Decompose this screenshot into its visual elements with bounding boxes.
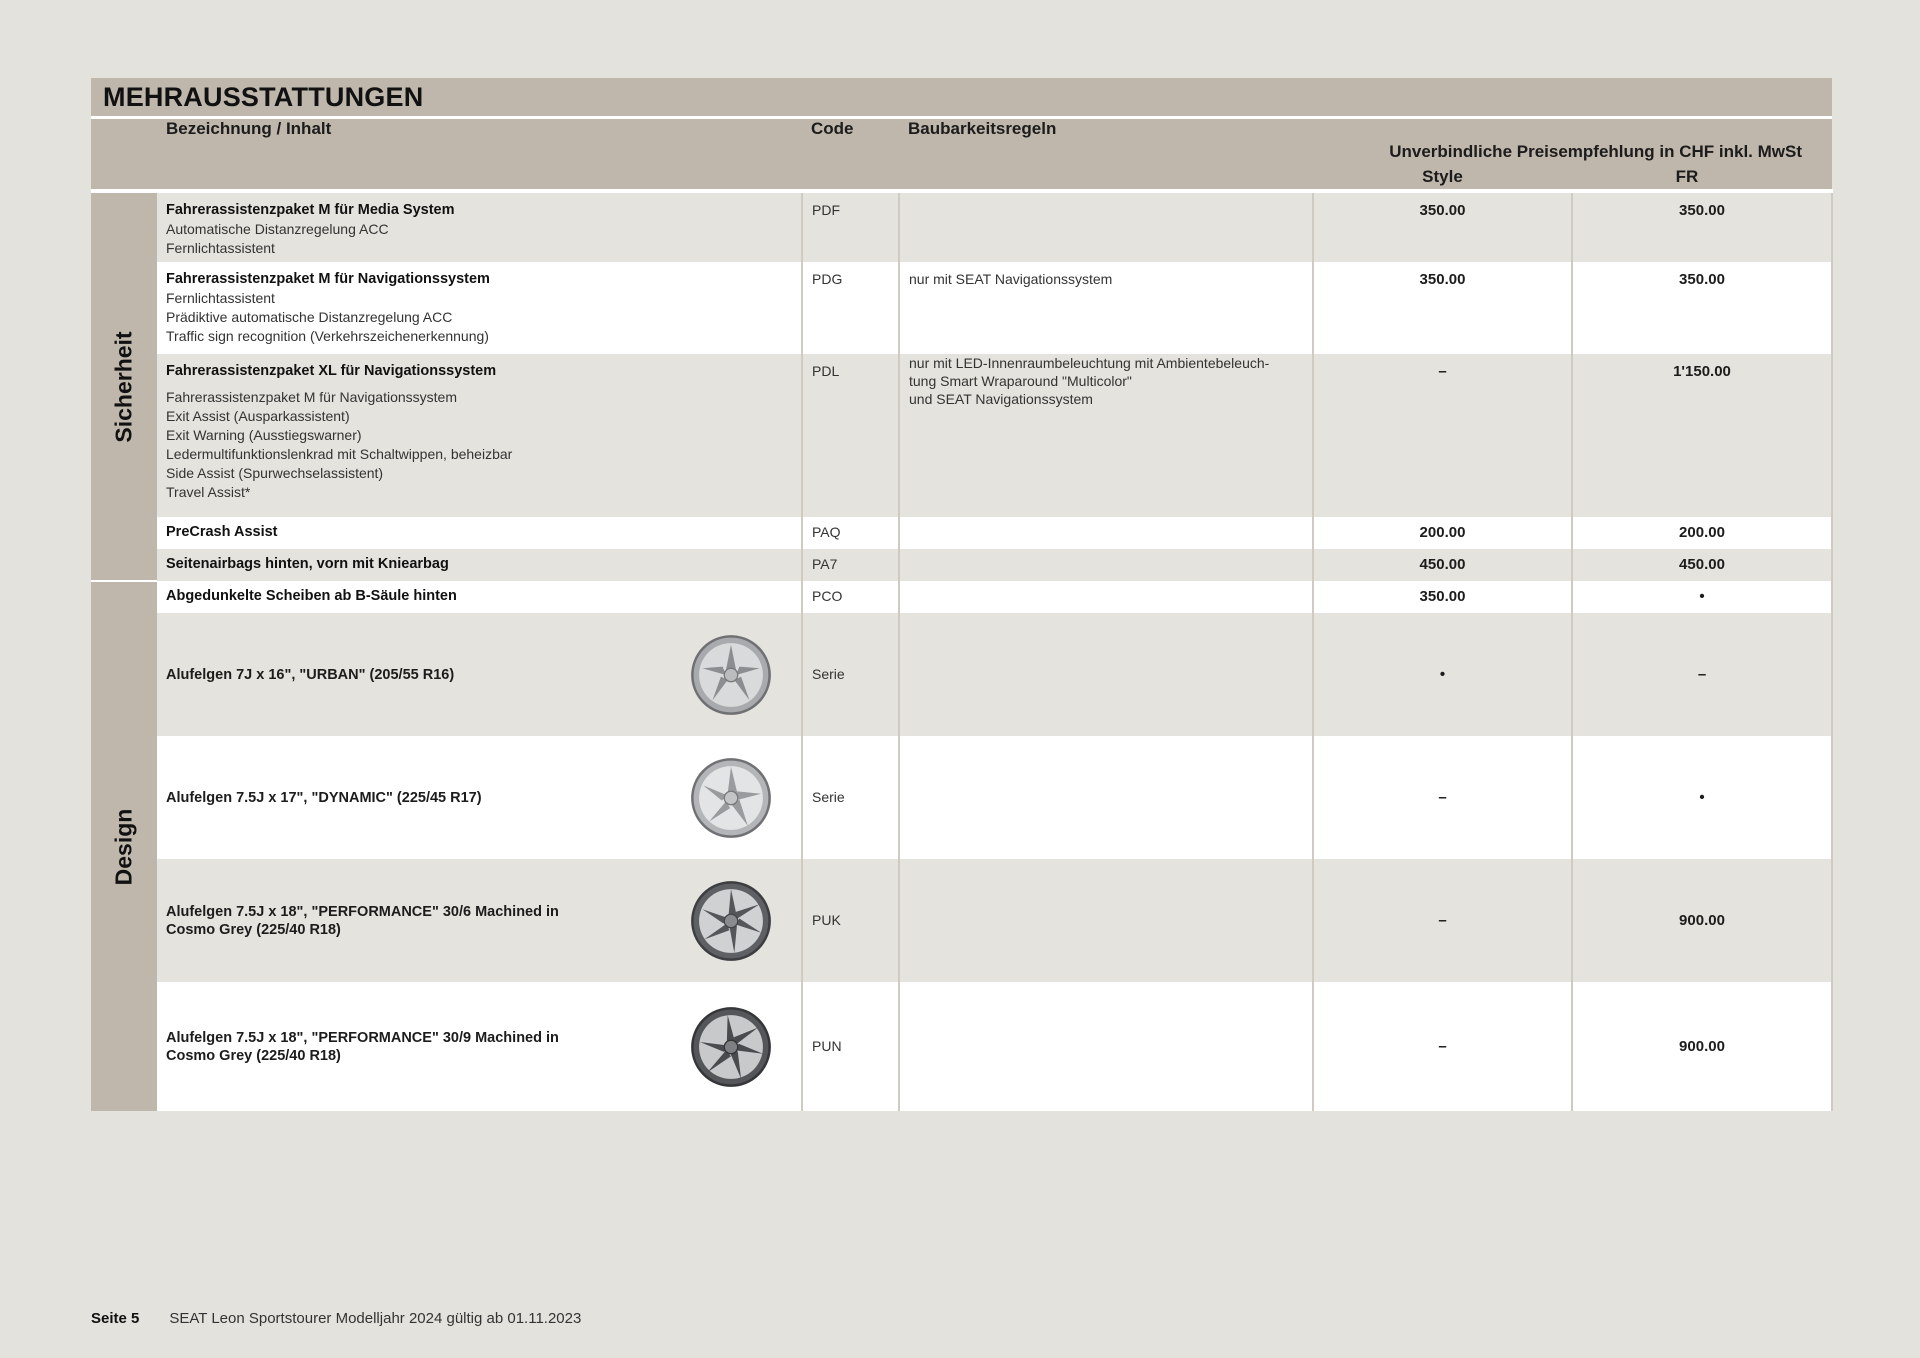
header-code: Code — [802, 119, 899, 191]
wheel-urban-icon — [689, 633, 773, 717]
table-row — [91, 517, 1832, 549]
row-name: Alufelgen 7.5J x 18", "PERFORMANCE" 30/6 Machined in Cosmo Grey (225/40 R18) — [166, 903, 559, 938]
row-name-cell — [157, 982, 802, 1111]
table-row — [91, 191, 1832, 262]
row-price-fr: 1'150.00 — [1572, 354, 1832, 517]
row-detail: Exit Assist (Ausparkassistent) — [166, 408, 350, 424]
header-name: Bezeichnung / Inhalt — [157, 119, 802, 191]
row-rule-line: nur mit SEAT Navigationssystem — [909, 271, 1113, 287]
options-table — [91, 119, 1833, 1111]
row-price-fr: • — [1572, 581, 1832, 613]
row-code: PCO — [802, 581, 899, 613]
row-code: Serie — [802, 613, 899, 736]
row-name-cell — [157, 549, 802, 581]
row-name-cell — [157, 191, 802, 262]
table-row — [91, 354, 1832, 517]
row-rule-line: nur mit LED-Innenraumbeleuchtung mit Ambientebeleuch- — [909, 355, 1270, 371]
row-name: Fahrerassistenzpaket XL für Navigationssystem — [166, 363, 497, 379]
table-row — [91, 982, 1832, 1111]
row-name-cell — [157, 581, 802, 613]
row-code: PUN — [802, 982, 899, 1111]
row-rules — [899, 859, 1313, 982]
table-row — [91, 736, 1832, 859]
row-code: PDF — [802, 191, 899, 262]
page-footer — [91, 1310, 581, 1327]
row-code: PUK — [802, 859, 899, 982]
row-rules — [899, 549, 1313, 581]
row-price-style: – — [1313, 982, 1572, 1111]
row-price-fr: – — [1572, 613, 1832, 736]
row-name-cell — [157, 736, 802, 859]
row-rules — [899, 581, 1313, 613]
wheel-performance-9-icon — [689, 1005, 773, 1089]
row-price-fr: 900.00 — [1572, 982, 1832, 1111]
row-price-style: 350.00 — [1313, 262, 1572, 354]
row-detail: Exit Warning (Ausstiegswarner) — [166, 427, 362, 443]
row-name: Fahrerassistenzpaket M für Navigationssystem — [166, 271, 490, 287]
row-price-style: • — [1313, 613, 1572, 736]
row-name: Abgedunkelte Scheiben ab B-Säule hinten — [166, 588, 457, 604]
page-number: Seite 5 — [91, 1310, 140, 1327]
header-fr: FR — [1675, 167, 1699, 186]
page-title: MEHRAUSSTATTUNGEN — [103, 81, 424, 112]
row-name: Alufelgen 7.5J x 17", "DYNAMIC" (225/45 R17) — [166, 789, 482, 806]
section-label-design: Design — [110, 808, 137, 885]
row-detail: Travel Assist* — [166, 484, 251, 500]
row-code: PDL — [802, 354, 899, 517]
row-price-style: 350.00 — [1313, 581, 1572, 613]
row-name-cell — [157, 517, 802, 549]
table-header-row — [91, 119, 1832, 191]
options-sheet — [91, 78, 1832, 1111]
section-design — [91, 581, 157, 1111]
row-rules — [899, 191, 1313, 262]
section-safety — [91, 191, 157, 581]
row-price-fr: 900.00 — [1572, 859, 1832, 982]
row-price-style: – — [1313, 736, 1572, 859]
wheel-dynamic-icon — [689, 756, 773, 840]
row-price-style: – — [1313, 859, 1572, 982]
header-rules: Baubarkeitsregeln — [899, 119, 1313, 191]
row-detail: Traffic sign recognition (Verkehrszeichenerkennung) — [166, 328, 489, 344]
table-row — [91, 613, 1832, 736]
row-rule-line: und SEAT Navigationssystem — [909, 391, 1093, 407]
row-detail: Automatische Distanzregelung ACC — [166, 221, 389, 237]
row-rules — [899, 613, 1313, 736]
row-price-style: 450.00 — [1313, 549, 1572, 581]
row-name: Alufelgen 7J x 16", "URBAN" (205/55 R16) — [166, 666, 455, 683]
row-price-style: – — [1313, 354, 1572, 517]
row-detail: Side Assist (Spurwechselassistent) — [166, 465, 384, 481]
row-detail: Fernlichtassistent — [166, 240, 275, 256]
row-rules — [899, 262, 1313, 354]
header-price-sub — [1313, 164, 1802, 189]
row-price-fr: 200.00 — [1572, 517, 1832, 549]
footer-text: SEAT Leon Sportstourer Modelljahr 2024 gültig ab 01.11.2023 — [169, 1310, 582, 1327]
header-price — [1313, 119, 1832, 191]
row-name-cell — [157, 859, 802, 982]
row-name: Fahrerassistenzpaket M für Media System — [166, 202, 455, 218]
row-name-cell — [157, 354, 802, 517]
table-row — [91, 549, 1832, 581]
section-label-safety: Sicherheit — [110, 330, 137, 443]
row-code: PDG — [802, 262, 899, 354]
row-rule-line: tung Smart Wraparound "Multicolor" — [909, 373, 1132, 389]
row-detail: Fernlichtassistent — [166, 290, 275, 306]
row-code: PA7 — [802, 549, 899, 581]
row-price-fr: • — [1572, 736, 1832, 859]
row-price-fr: 350.00 — [1572, 191, 1832, 262]
row-name: PreCrash Assist — [166, 524, 278, 540]
row-rules — [899, 354, 1313, 517]
row-price-style: 200.00 — [1313, 517, 1572, 549]
header-price-label: Unverbindliche Preisempfehlung in CHF inkl. MwSt — [1389, 142, 1802, 161]
row-name: Seitenairbags hinten, vorn mit Kniearbag — [166, 556, 449, 572]
row-detail: Fahrerassistenzpaket M für Navigationssystem — [166, 389, 457, 405]
header-section-spacer — [91, 119, 157, 191]
row-detail: Prädiktive automatische Distanzregelung ACC — [166, 309, 453, 325]
row-name: Alufelgen 7.5J x 18", "PERFORMANCE" 30/9 Machined in Cosmo Grey (225/40 R18) — [166, 1029, 559, 1064]
table-row — [91, 581, 1832, 613]
row-rules — [899, 517, 1313, 549]
row-name-cell — [157, 613, 802, 736]
header-style: Style — [1422, 167, 1463, 186]
row-detail: Ledermultifunktionslenkrad mit Schaltwippen, beheizbar — [166, 446, 513, 462]
row-code: PAQ — [802, 517, 899, 549]
table-row — [91, 262, 1832, 354]
row-price-style: 350.00 — [1313, 191, 1572, 262]
table-row — [91, 859, 1832, 982]
row-price-fr: 350.00 — [1572, 262, 1832, 354]
wheel-performance-6-icon — [689, 879, 773, 963]
row-name-cell — [157, 262, 802, 354]
row-rules — [899, 982, 1313, 1111]
row-rules — [899, 736, 1313, 859]
row-price-fr: 450.00 — [1572, 549, 1832, 581]
row-code: Serie — [802, 736, 899, 859]
title-bar — [91, 78, 1832, 119]
